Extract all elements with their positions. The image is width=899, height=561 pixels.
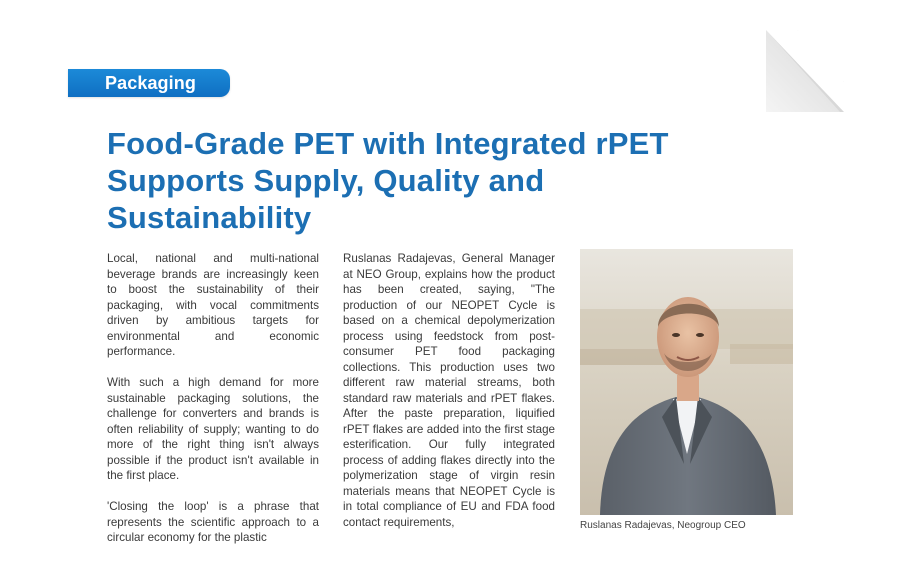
portrait-photo [580, 249, 793, 515]
section-tab [68, 69, 230, 97]
section-label: Packaging [105, 73, 196, 93]
page-corner-fold [766, 30, 844, 112]
paragraph: 'Closing the loop' is a phrase that represents the scientific approach to a circular economy for the plastic [107, 500, 319, 544]
paragraph: Ruslanas Radajevas, General Manager at NEO Group, explains how the product has been created, saying, "The production of our NEOPET Cycle is based on a chemical depolymerization process using feedstock from post-consumer PET food packaging collections. This production uses two different raw material streams, both standard raw materials and rPET flakes. After the paste preparation, liquified rPET flakes are added into the first stage esterification. Our fully integrated process of adding flakes directly into the polymerization stage of virgin resin materials means that NEOPET Cycle is in total compliance of EU and FDA food contact requirements, [343, 252, 555, 529]
article-column-1 [107, 251, 319, 561]
paragraph: Local, national and multi-national beverage brands are increasingly keen to boost the sustainability of their packaging, with vocal commitments driven by ambitious targets for environmental and economic performance. [107, 252, 319, 358]
article-column-2 [343, 251, 555, 546]
article-title: Food-Grade PET with Integrated rPET Supports Supply, Quality and Sustainability [107, 126, 669, 235]
paragraph: With such a high demand for more sustainable packaging solutions, the challenge for converters and brands is often reliability of supply; wanting to do more of the right thing isn't always possible if the product isn't available in the first place. [107, 376, 319, 482]
photo-caption: Ruslanas Radajevas, Neogroup CEO [580, 520, 746, 531]
